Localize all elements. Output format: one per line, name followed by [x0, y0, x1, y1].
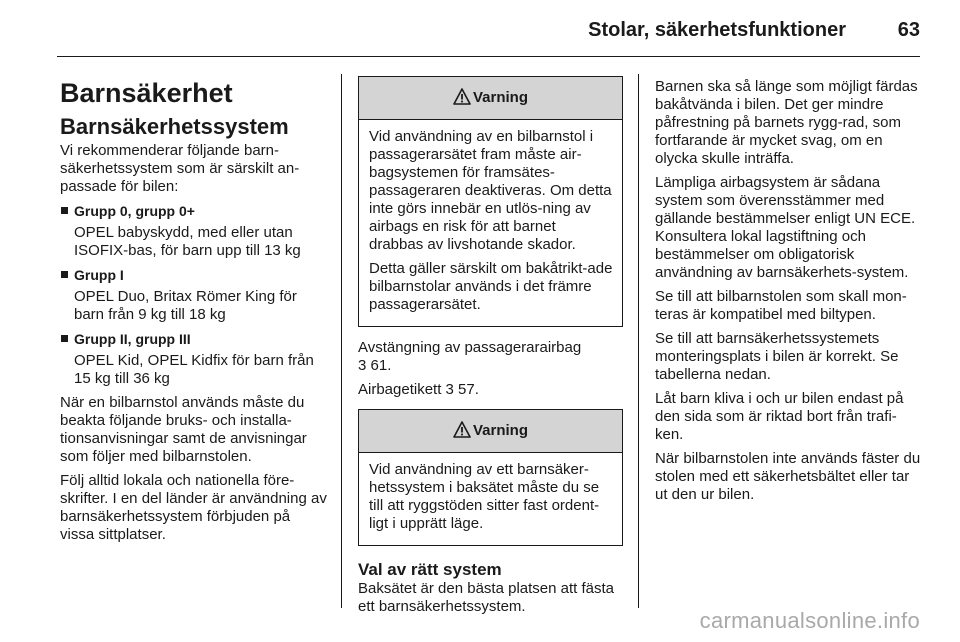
list-item-body: OPEL babyskydd, med eller utan ISOFIX-bas, för barn upp till 13 kg [74, 224, 301, 259]
column-middle [358, 76, 623, 622]
body-paragraph: Se till att barnsäkerhetssystemets monteringsplats i bilen är korrekt. Se tabellerna nedan. [655, 330, 899, 383]
reference-page: 3 61. [358, 357, 392, 374]
list-item [60, 266, 328, 324]
subsection-heading: Val av rätt system [358, 560, 502, 579]
warning-text: Detta gäller särskilt om bakåtrikt-ade bilbarnstolar används i det främre passagerarsätet. [369, 260, 613, 313]
list-item-title: Grupp II, grupp III [60, 330, 328, 348]
warning-triangle-icon [453, 421, 471, 438]
warning-header [359, 77, 622, 120]
regulations-paragraph: Följ alltid lokala och nationella före-skrifter. I en del länder är användning av barnsäkerhetssystem förbjuden på vissa sittplatser. [60, 472, 327, 543]
body-paragraph: Baksätet är den bästa platsen att fästa ett barnsäkerhetssystem. [358, 580, 614, 615]
reference-link: Airbagetikett 3 57. [358, 381, 479, 398]
list-item-body: OPEL Duo, Britax Römer King för barn från 9 kg till 18 kg [74, 288, 297, 323]
section-heading: Barnsäkerhet [60, 78, 233, 108]
reference-link: Avstängning av passagerarairbag [358, 339, 582, 356]
warning-text: Vid användning av en bilbarnstol i passagerarsätet fram måste air-bagsystemen för framsätes-passageraren deaktiveras. Om detta inte görs innebär en utlös-ning av airbags en risk för att barnet drabbas av livshotande skador. [369, 128, 612, 253]
page-header [0, 0, 960, 58]
list-item-body: OPEL Kid, OPEL Kidfix för barn från 15 kg till 36 kg [74, 352, 314, 387]
column-divider-right [638, 74, 639, 608]
warning-header [359, 410, 622, 453]
instructions-paragraph: När en bilbarnstol används måste du beakta följande bruks- och installa-tionsanvisningar samt de anvisningar som följer med bilbarnstolen. [60, 394, 307, 465]
body-paragraph: Barnen ska så länge som möjligt färdas bakåtvända i bilen. Det ger mindre påfrestning på barnets rygg-rad, som fortfarande är mycket svag, om en olycka skulle inträffa. [655, 78, 918, 167]
warning-body [359, 453, 622, 545]
warning-box [358, 76, 623, 327]
body-paragraph: Låt barn kliva i och ur bilen endast på den sida som är riktad bort från trafi-ken. [655, 390, 904, 443]
list-item-title: Grupp I [60, 266, 328, 284]
subsection-heading: Barnsäkerhetssystem [60, 114, 289, 139]
watermark: carmanualsonline.info [699, 608, 920, 633]
page-number: 63 [897, 19, 920, 41]
column-divider-left [341, 74, 342, 608]
warning-triangle-icon [453, 88, 471, 105]
list-item [60, 330, 328, 388]
warning-body [359, 120, 622, 326]
header-rule [57, 56, 920, 57]
list-item [60, 202, 328, 260]
body-paragraph: Lämpliga airbagsystem är sådana system som överensstämmer med gällande bestämmelser enligt UN ECE. Konsultera lokal lagstiftning och bestämmelser om obligatorisk användning av barnsäkerhets-system. [655, 174, 916, 281]
warning-box [358, 409, 623, 546]
column-left [60, 78, 328, 550]
header-title: Stolar, säkerhetsfunktioner [588, 19, 846, 41]
body-paragraph: När bilbarnstolen inte används fäster du stolen med ett säkerhetsbältet eller tar ut den ur bilen. [655, 450, 921, 503]
body-paragraph: Se till att bilbarnstolen som skall mon-teras är kompatibel med biltypen. [655, 288, 907, 323]
warning-label: Varning [472, 422, 528, 439]
list-item-title: Grupp 0, grupp 0+ [60, 202, 328, 220]
intro-paragraph: Vi rekommenderar följande barn-säkerhetssystem som är särskilt an-passade för bilen: [60, 142, 300, 195]
warning-label: Varning [472, 89, 528, 106]
column-right [655, 78, 923, 510]
warning-text: Vid användning av ett barnsäker-hetssystem i baksätet måste du se till att ryggstöden sitter fast ordent-ligt i upprätt läge. [369, 461, 600, 532]
